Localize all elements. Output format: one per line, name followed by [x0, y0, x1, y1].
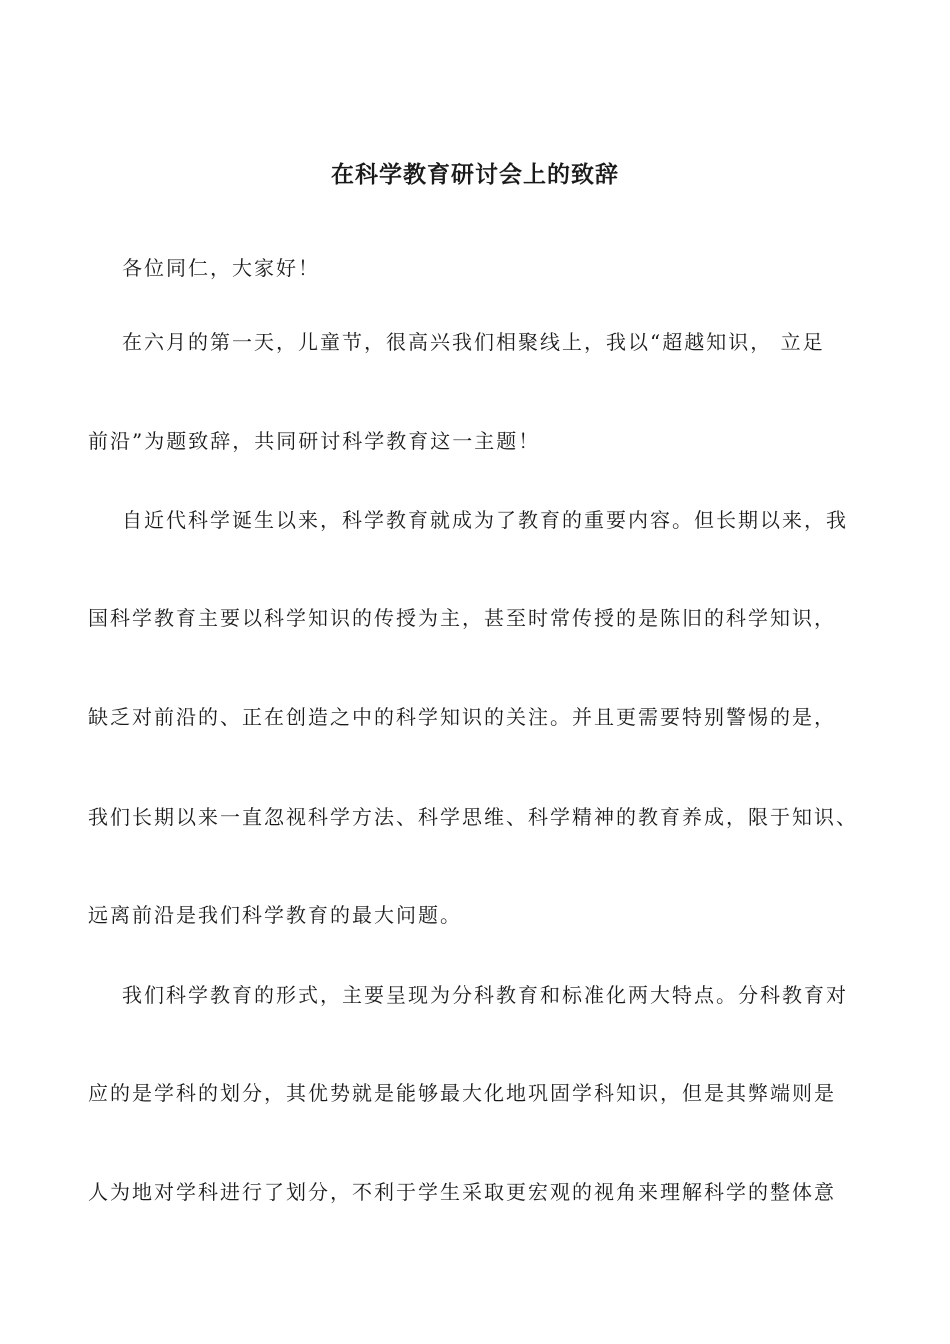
- paragraph-line-greeting: 各位同仁，大家好！: [122, 256, 320, 280]
- paragraph-line: 我们科学教育的形式，主要呈现为分科教育和标准化两大特点。分科教育对: [122, 983, 848, 1007]
- document-title: 在科学教育研讨会上的致辞: [331, 162, 619, 188]
- paragraph-line: 应的是学科的划分，其优势就是能够最大化地巩固学科知识，但是其弊端则是: [88, 1081, 836, 1105]
- paragraph-line: 我们长期以来一直忽视科学方法、科学思维、科学精神的教育养成，限于知识、: [88, 805, 858, 829]
- paragraph-line: 自近代科学诞生以来，科学教育就成为了教育的重要内容。但长期以来，我: [122, 508, 848, 532]
- paragraph-line: 前沿”为题致辞，共同研讨科学教育这一主题！: [88, 429, 541, 453]
- paragraph-line: 国科学教育主要以科学知识的传授为主，甚至时常传授的是陈旧的科学知识，: [88, 606, 836, 630]
- paragraph-line: 远离前沿是我们科学教育的最大问题。: [88, 903, 462, 927]
- paragraph-line: 缺乏对前沿的、正在创造之中的科学知识的关注。并且更需要特别警惕的是，: [88, 705, 836, 729]
- paragraph-line: 在六月的第一天，儿童节，很高兴我们相聚线上，我以“超越知识， 立足: [122, 330, 825, 354]
- paragraph-line: 人为地对学科进行了划分，不利于学生采取更宏观的视角来理解科学的整体意: [88, 1180, 836, 1204]
